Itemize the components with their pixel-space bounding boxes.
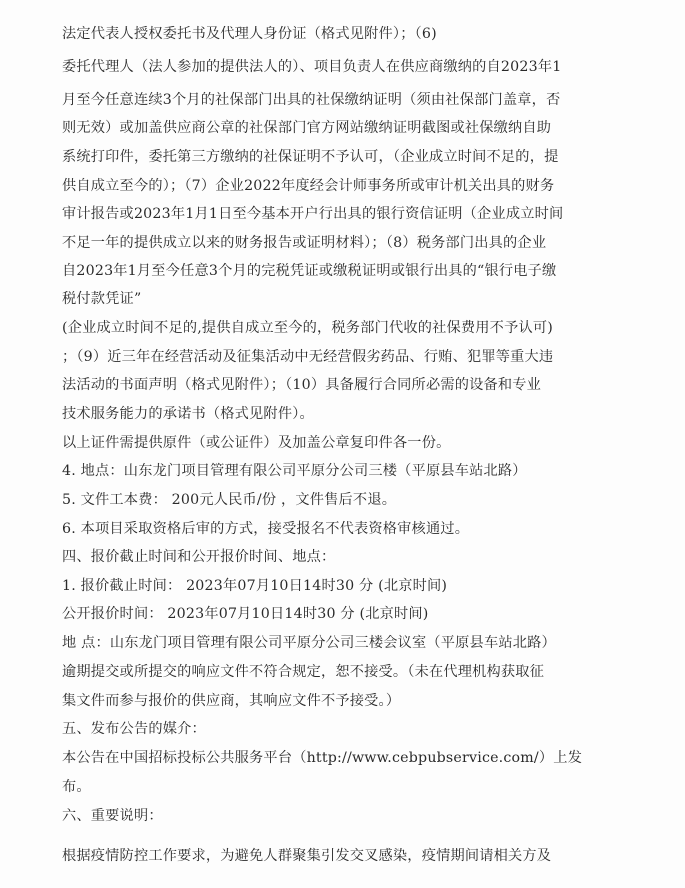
text-line: (企业成立时间不足的,提供自成立至今的，税务部门代收的社保费用不予认可) [62, 320, 553, 336]
text-line: 法定代表人授权委托书及代理人身份证（格式见附件）；（6) [62, 26, 437, 42]
text-line: 则无效）或加盖供应商公章的社保部门官方网站缴纳证明截图或社保缴纳自助 [62, 120, 552, 136]
text-line: 技术服务能力的承诺书（格式见附件）。 [62, 406, 314, 422]
text-line: 不足一年的提供成立以来的财务报告或证明材料）；（8）税务部门出具的企业 [62, 235, 547, 251]
text-line: 1. 报价截止时间： 2023年07月10日14时30 分 (北京时间) [62, 578, 448, 594]
text-line: 六、重要说明： [62, 808, 163, 824]
text-line: 公开报价时间： 2023年07月10日14时30 分 (北京时间) [62, 606, 429, 622]
text-line: 4. 地点：山东龙门项目管理有限公司平原分公司三楼（平原县车站北路） [62, 463, 527, 479]
text-line: 月至今任意连续3个月的社保部门出具的社保缴纳证明（须由社保部门盖章，否 [62, 92, 561, 108]
text-line: 以上证件需提供原件（或公证件）及加盖公章复印件各一份。 [62, 435, 451, 451]
text-line: 地 点：山东龙门项目管理有限公司平原分公司三楼会议室（平原县车站北路） [62, 635, 556, 651]
text-line: 根据疫情防控工作要求，为避免人群聚集引发交叉感染，疫情期间请相关方及 [62, 848, 552, 864]
text-line: 自2023年1月至今任意3个月的完税凭证或缴税证明或银行出具的“银行电子缴 [62, 263, 557, 279]
text-line: 供自成立至今的）；（7）企业2022年度经会计师事务所或审计机关出具的财务 [62, 178, 555, 194]
text-line: 系统打印件，委托第三方缴纳的社保证明不予认可，（企业成立时间不足的，提 [62, 149, 559, 165]
text-line: 税付款凭证” [62, 291, 142, 307]
text-line: ；（9）近三年在经营活动及征集活动中无经营假劣药品、行贿、犯罪等重大违 [62, 349, 554, 365]
text-line: 布。 [62, 779, 91, 795]
text-line: 审计报告或2023年1月1日至今基本开户行出具的银行资信证明（企业成立时间 [62, 206, 564, 222]
text-line: 委托代理人（法人参加的提供法人的）、项目负责人在供应商缴纳的自2023年1 [62, 59, 562, 75]
text-line: 五、发布公告的媒介： [62, 721, 206, 737]
text-line: 逾期提交或所提交的响应文件不符合规定，恕不接受。（未在代理机构获取征 [62, 664, 545, 680]
text-line: 法活动的书面声明（格式见附件）；（10）具备履行合同所必需的设备和专业 [62, 377, 542, 393]
text-line: 四、报价截止时间和公开报价时间、地点： [62, 549, 336, 565]
text-line: 5. 文件工本费： 200元人民币/份 ，文件售后不退。 [62, 492, 397, 508]
text-line: 本公告在中国招标投标公共服务平台（http://www.cebpubservice.com/）上发 [62, 750, 583, 766]
text-line: 6. 本项目采取资格后审的方式，接受报名不代表资格审核通过。 [62, 521, 470, 537]
text-line: 集文件而参与报价的供应商，其响应文件不予接受。） [62, 693, 401, 709]
